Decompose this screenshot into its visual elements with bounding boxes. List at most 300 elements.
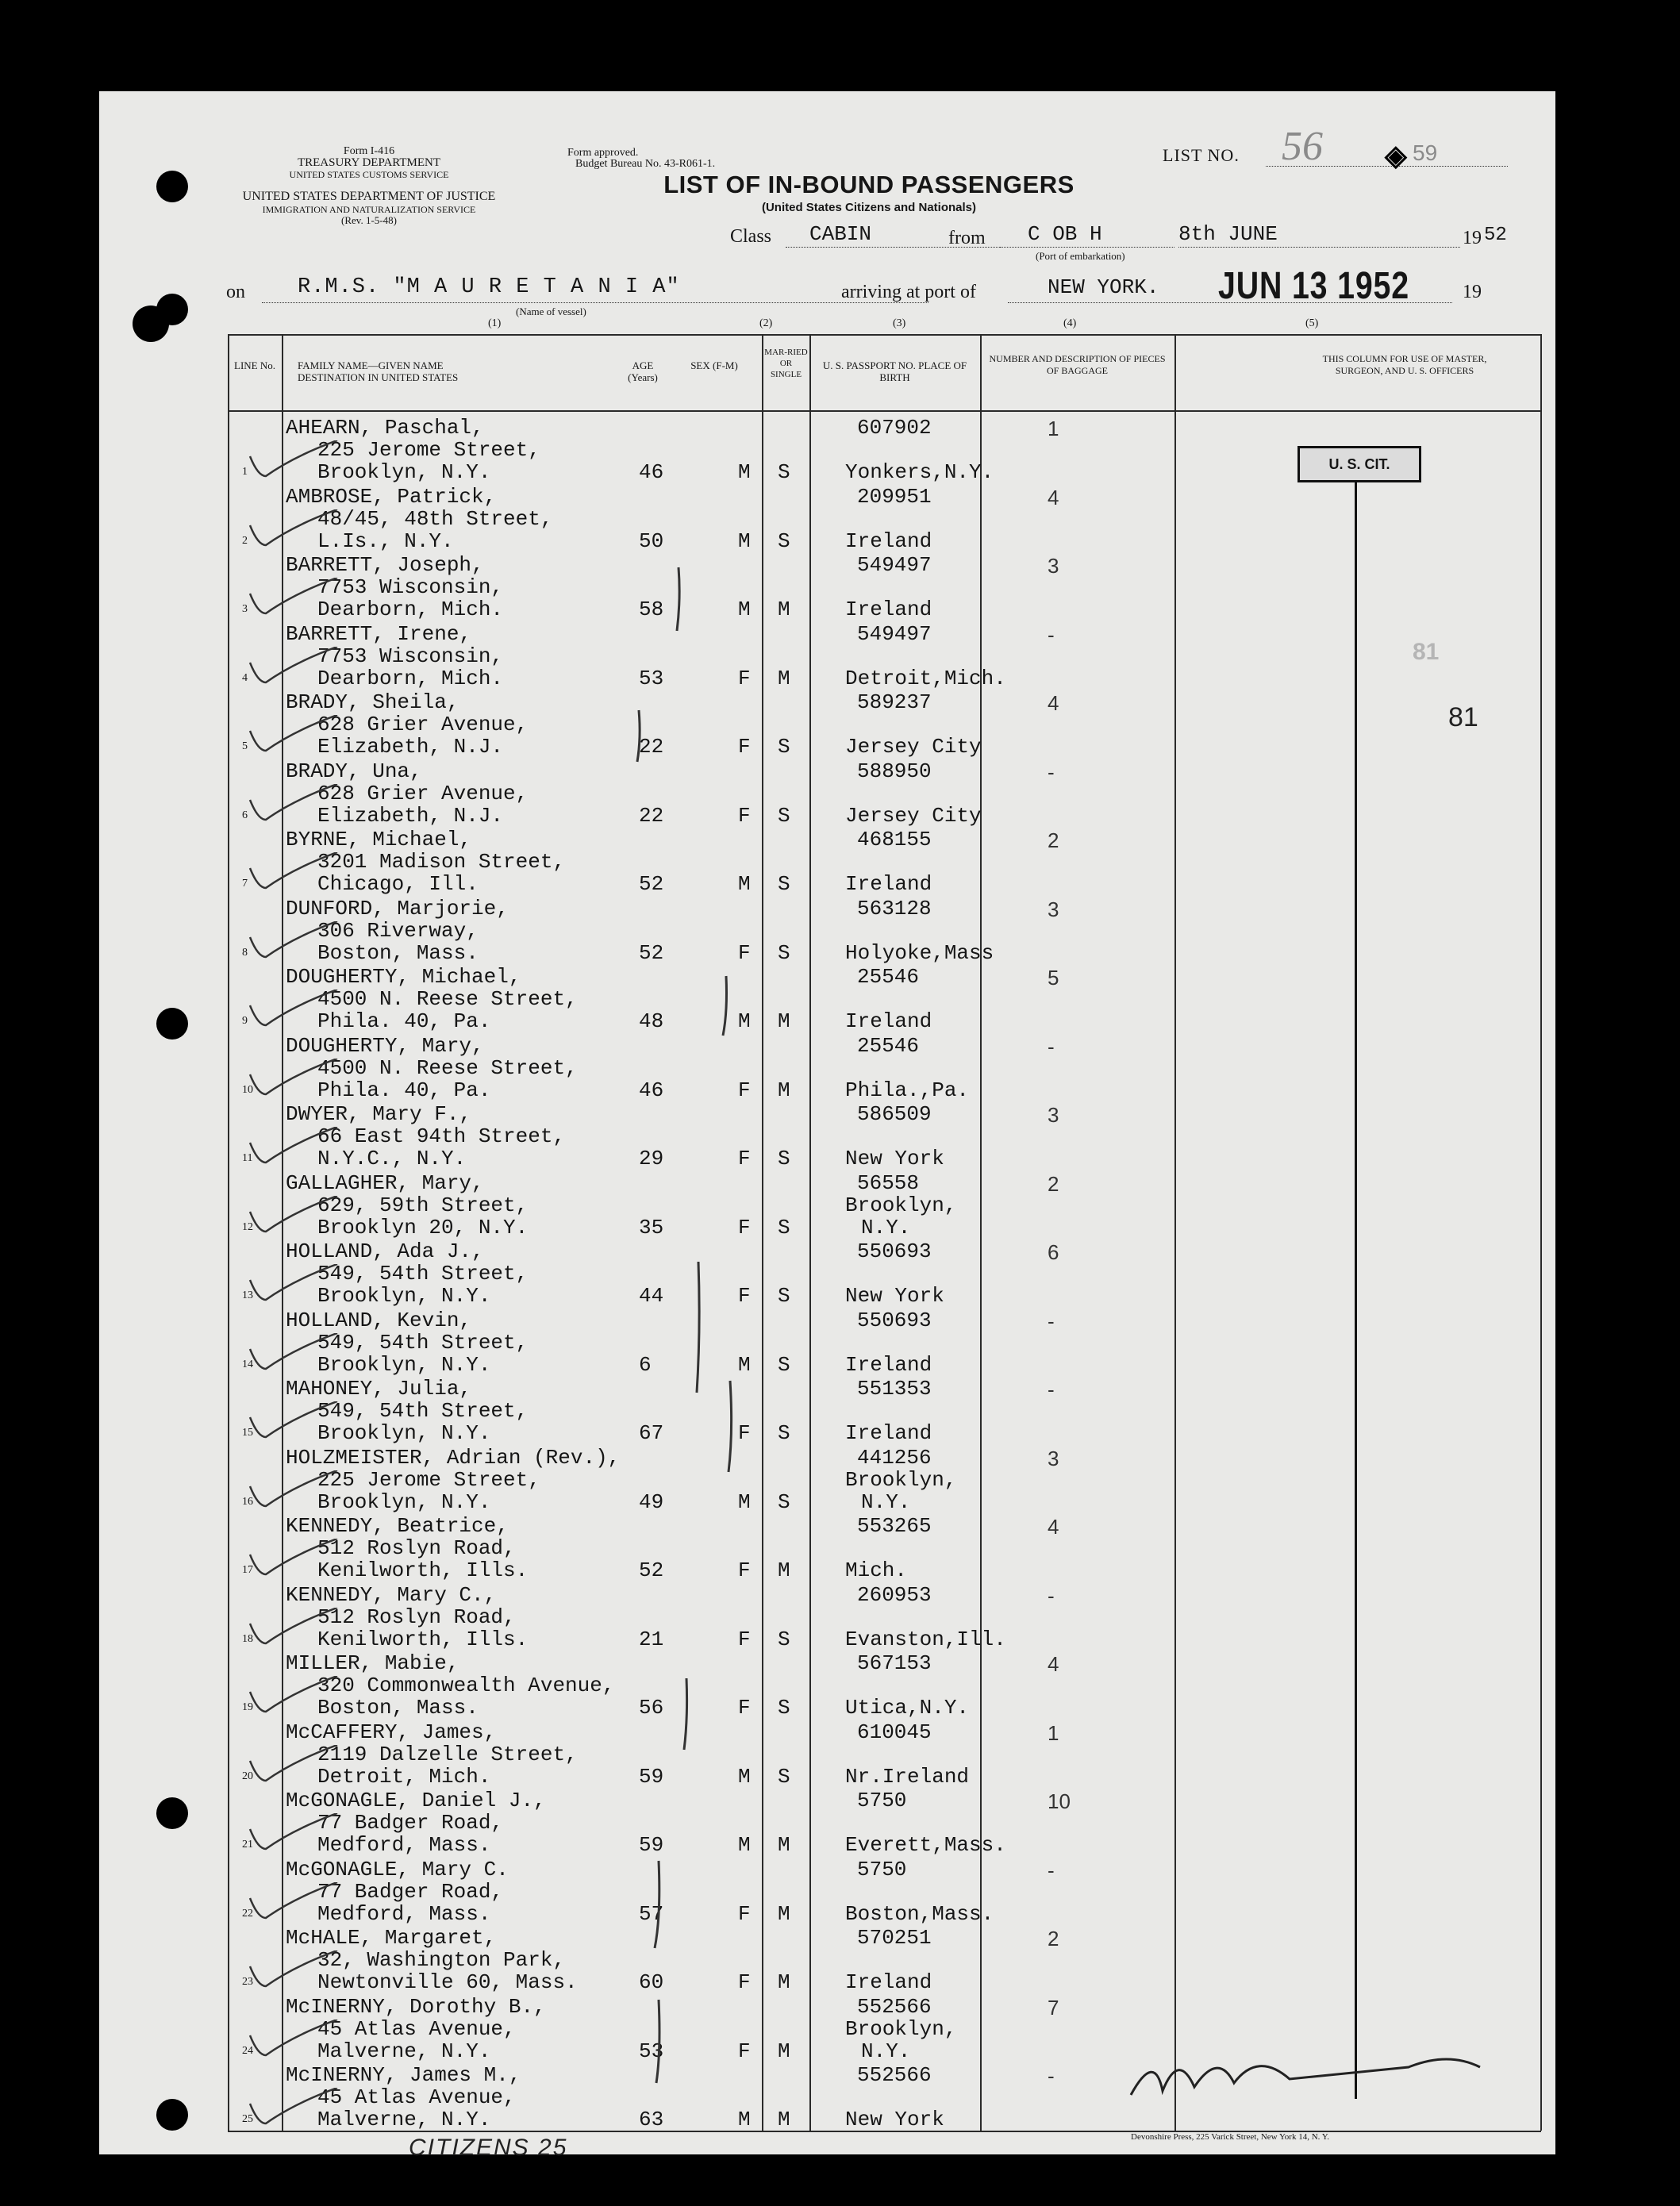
handwritten-marks [99, 91, 1555, 2154]
line-number: 17 [242, 1564, 253, 1576]
document-title: LIST OF IN-BOUND PASSENGERS [663, 171, 1075, 198]
document-subtitle: (United States Citizens and Nationals) [761, 201, 977, 214]
destination-street: 549, 54th Street, [317, 1399, 529, 1423]
passenger-sex: F [738, 666, 751, 690]
passenger-name: McINERNY, Dorothy B., [286, 1994, 546, 2019]
birth-place: Phila.,Pa. [845, 1078, 970, 1102]
marital-status: S [778, 735, 790, 759]
line-number: 20 [242, 1770, 253, 1782]
destination-city: Medford, Mass. [317, 1901, 491, 1926]
passport-number: 441256 [857, 1445, 932, 1470]
destination-street: 7753 Wisconsin, [317, 575, 504, 599]
destination-street: 628 Grier Avenue, [317, 713, 529, 736]
passenger-name: DOUGHERTY, Mary, [286, 1033, 484, 1058]
birth-place-2: N.Y. [861, 2039, 911, 2063]
passenger-sex: M [738, 598, 751, 621]
budget-bureau: Budget Bureau No. 43-R061-1. [575, 158, 716, 170]
signature [1131, 2059, 1480, 2095]
col1-number: (1) [488, 317, 502, 329]
destination-city: Malverne, N.Y. [317, 2039, 491, 2063]
line-number: 3 [242, 603, 248, 615]
passenger-name: GALLAGHER, Mary, [286, 1170, 484, 1195]
passenger-age: 67 [639, 1421, 664, 1445]
destination-street: 512 Roslyn Road, [317, 1605, 516, 1629]
marital-status: S [778, 460, 790, 484]
passenger-age: 44 [639, 1284, 664, 1308]
line-number: 13 [242, 1289, 253, 1301]
from-value: C OB H [1028, 222, 1102, 246]
passenger-sex: F [738, 1558, 751, 1582]
passenger-sex: M [738, 528, 751, 553]
baggage-count: 7 [1048, 1995, 1059, 2020]
customs-service: UNITED STATES CUSTOMS SERVICE [289, 169, 449, 180]
passenger-age: 58 [639, 598, 664, 621]
passenger-age: 29 [639, 1147, 664, 1170]
baggage-count: - [1048, 2064, 1055, 2088]
passport-number: 570251 [857, 1926, 932, 1950]
ins-service: IMMIGRATION AND NATURALIZATION SERVICE [262, 204, 476, 215]
passenger-name: BRADY, Sheila, [286, 690, 459, 714]
year2-prefix: 19 [1463, 282, 1482, 302]
passenger-sex: F [738, 1696, 751, 1720]
passport-number: 552566 [857, 1994, 932, 2019]
passport-number: 468155 [857, 828, 932, 851]
us-cit-stamp: U. S. CIT. [1297, 446, 1421, 482]
destination-city: Malverne, N.Y. [317, 2108, 491, 2131]
baggage-count: 4 [1048, 691, 1059, 715]
baggage-count: - [1048, 1583, 1055, 1608]
birth-place: Ireland [845, 1970, 932, 1994]
destination-street: 7753 Wisconsin, [317, 644, 504, 668]
destination-street: 32, Washington Park, [317, 1948, 566, 1972]
passenger-name: AMBROSE, Patrick, [286, 484, 497, 509]
header-married: MAR-RIED OR SINGLE [764, 348, 808, 379]
col2-number: (2) [759, 317, 773, 329]
line-number: 6 [242, 809, 248, 821]
passenger-age: 52 [639, 940, 664, 965]
birth-place: Nr.Ireland [845, 1764, 970, 1789]
list-no-label: LIST NO. [1163, 145, 1240, 165]
destination-city: Brooklyn, N.Y. [317, 1284, 491, 1308]
passenger-age: 59 [639, 1833, 664, 1857]
line-number: 25 [242, 2113, 253, 2125]
destination-street: 628 Grier Avenue, [317, 781, 529, 805]
passport-number: 260953 [857, 1582, 932, 1607]
passenger-age: 63 [639, 2108, 664, 2131]
revision-date: (Rev. 1-5-48) [341, 214, 397, 226]
passenger-sex: M [738, 1009, 751, 1033]
header-officers: THIS COLUMN FOR USE OF MASTER, SURGEON, AND U. S. OFFICERS [1322, 353, 1487, 376]
passport-number: 25546 [857, 965, 920, 989]
departure-date: 8th JUNE [1178, 222, 1278, 246]
birth-place: Brooklyn, [845, 1467, 957, 1492]
destination-city: Brooklyn, N.Y. [317, 1489, 491, 1514]
passenger-age: 46 [639, 460, 664, 484]
marital-status: M [778, 1558, 790, 1582]
baggage-count: 4 [1048, 485, 1059, 509]
birth-place-2: N.Y. [861, 1215, 911, 1239]
passport-number: 610045 [857, 1720, 932, 1744]
marital-status: M [778, 598, 790, 621]
birth-place: Brooklyn, [845, 2016, 957, 2041]
passenger-sex: F [738, 1284, 751, 1308]
marital-status: S [778, 1147, 790, 1170]
marital-status: M [778, 1970, 790, 1994]
passenger-sex: M [738, 872, 751, 896]
line-number: 18 [242, 1632, 253, 1645]
treasury-dept: TREASURY DEPARTMENT [297, 156, 441, 169]
blot-icon: ◈ [1385, 139, 1407, 171]
birth-place: Ireland [845, 872, 932, 896]
passenger-name: BYRNE, Michael, [286, 828, 472, 851]
list-no-extra: 59 [1413, 140, 1438, 165]
passenger-age: 48 [639, 1009, 664, 1033]
destination-city: Brooklyn 20, N.Y. [317, 1215, 529, 1239]
vessel-name: R.M.S. "M A U R E T A N I A" [298, 275, 680, 299]
passenger-sex: F [738, 940, 751, 965]
destination-street: 45 Atlas Avenue, [317, 2016, 516, 2041]
passenger-age: 35 [639, 1215, 664, 1239]
baggage-count: 3 [1048, 897, 1059, 921]
destination-street: 3201 Madison Street, [317, 850, 566, 874]
passport-number: 209951 [857, 484, 932, 509]
year-prefix: 19 [1463, 228, 1482, 248]
col4-number: (4) [1063, 317, 1077, 329]
passenger-name: HOLLAND, Ada J., [286, 1239, 484, 1263]
on-label: on [226, 282, 245, 302]
marital-status: S [778, 1215, 790, 1239]
passenger-age: 57 [639, 1901, 664, 1926]
destination-city: Chicago, Ill. [317, 872, 479, 896]
passenger-name: McCAFFERY, James, [286, 1720, 497, 1744]
baggage-count: - [1048, 1034, 1055, 1059]
passenger-sex: F [738, 1215, 751, 1239]
passenger-name: MILLER, Mabie, [286, 1651, 459, 1675]
destination-street: 2119 Dalzelle Street, [317, 1742, 578, 1766]
baggage-count: 3 [1048, 1446, 1059, 1470]
passenger-sex: M [738, 1489, 751, 1514]
passenger-age: 49 [639, 1489, 664, 1514]
destination-city: Brooklyn, N.Y. [317, 1352, 491, 1377]
passenger-sex: M [738, 460, 751, 484]
passenger-sex: M [738, 2108, 751, 2131]
birth-place: Mich. [845, 1558, 908, 1582]
line-number: 14 [242, 1358, 253, 1370]
baggage-count: - [1048, 1309, 1055, 1333]
destination-city: N.Y.C., N.Y. [317, 1147, 467, 1170]
destination-city: Phila. 40, Pa. [317, 1009, 491, 1033]
passport-number: 550693 [857, 1308, 932, 1332]
passport-number: 552566 [857, 2063, 932, 2087]
baggage-count: 4 [1048, 1652, 1059, 1676]
passport-number: 553265 [857, 1514, 932, 1538]
line-number: 22 [242, 1907, 253, 1920]
passenger-age: 6 [639, 1352, 652, 1377]
line-number: 12 [242, 1220, 253, 1233]
passenger-sex: M [738, 1352, 751, 1377]
line-number: 19 [242, 1701, 253, 1713]
passenger-name: McHALE, Margaret, [286, 1926, 497, 1950]
destination-city: Medford, Mass. [317, 1833, 491, 1857]
marital-status: S [778, 1421, 790, 1445]
passenger-sex: F [738, 1901, 751, 1926]
justice-dept: UNITED STATES DEPARTMENT OF JUSTICE [242, 190, 496, 203]
passenger-age: 53 [639, 2039, 664, 2063]
line-number: 1 [242, 466, 248, 478]
line-number: 16 [242, 1495, 253, 1508]
passport-number: 551353 [857, 1377, 932, 1401]
line-number: 21 [242, 1839, 253, 1851]
arrival-date-stamp: JUN 13 1952 [1218, 265, 1409, 307]
birth-place: Ireland [845, 1421, 932, 1445]
birth-place: New York [845, 1284, 944, 1308]
passenger-sex: F [738, 803, 751, 828]
passenger-name: HOLLAND, Kevin, [286, 1308, 472, 1332]
destination-city: Newtonville 60, Mass. [317, 1970, 578, 1994]
form-number: Form I-416 [343, 145, 395, 157]
destination-city: Elizabeth, N.J. [317, 735, 504, 759]
marital-status: S [778, 1696, 790, 1720]
printer-credit: Devonshire Press, 225 Varick Street, New York 14, N. Y. [1131, 2132, 1330, 2142]
header-name: FAMILY NAME—GIVEN NAME DESTINATION IN UNITED STATES [298, 359, 459, 383]
class-label: Class [730, 226, 772, 247]
destination-street: 320 Commonwealth Avenue, [317, 1674, 615, 1697]
birth-place: Yonkers,N.Y. [845, 460, 994, 484]
marital-status: M [778, 1901, 790, 1926]
marital-status: M [778, 2108, 790, 2131]
passport-number: 549497 [857, 621, 932, 646]
marital-status: M [778, 1833, 790, 1857]
destination-city: L.Is., N.Y. [317, 528, 454, 553]
line-number: 24 [242, 2044, 253, 2057]
birth-place: Evanston,Ill. [845, 1627, 1006, 1651]
passenger-sex: F [738, 2039, 751, 2063]
passenger-age: 46 [639, 1078, 664, 1102]
line-number: 4 [242, 671, 248, 684]
vessel-caption: (Name of vessel) [516, 306, 586, 317]
marital-status: S [778, 1489, 790, 1514]
list-no-value: 56 [1282, 124, 1323, 169]
birth-place: Ireland [845, 1009, 932, 1033]
from-label: from [948, 228, 986, 248]
destination-city: Dearborn, Mich. [317, 598, 504, 621]
margin-number: 81 [1448, 702, 1478, 732]
passenger-sex: F [738, 1970, 751, 1994]
line-number: 11 [242, 1152, 253, 1164]
passenger-age: 60 [639, 1970, 664, 1994]
passenger-age: 52 [639, 1558, 664, 1582]
line-number: 23 [242, 1976, 253, 1988]
arriving-label: arriving at port of [841, 282, 976, 302]
baggage-count: - [1048, 1378, 1055, 1401]
line-number: 15 [242, 1427, 253, 1439]
destination-street: 4500 N. Reese Street, [317, 987, 578, 1011]
passenger-sex: M [738, 1764, 751, 1789]
birth-place: Ireland [845, 1352, 932, 1377]
baggage-count: - [1048, 759, 1055, 784]
passport-number: 549497 [857, 553, 932, 577]
birth-place: Ireland [845, 598, 932, 621]
baggage-count: 6 [1048, 1240, 1059, 1264]
baggage-count: 1 [1048, 1720, 1059, 1745]
baggage-count: 1 [1048, 417, 1059, 440]
marital-status: S [778, 940, 790, 965]
baggage-count: - [1048, 622, 1055, 647]
destination-street: 629, 59th Street, [317, 1193, 529, 1217]
passenger-name: DUNFORD, Marjorie, [286, 896, 509, 920]
passenger-name: BRADY, Una, [286, 759, 422, 783]
birth-place: New York [845, 2108, 944, 2131]
citizens-note: CITIZENS 25 [409, 2135, 568, 2161]
birth-place: Brooklyn, [845, 1193, 957, 1217]
passenger-age: 53 [639, 666, 664, 690]
destination-city: Dearborn, Mich. [317, 666, 504, 690]
marital-status: M [778, 1078, 790, 1102]
col3-number: (3) [893, 317, 906, 329]
line-number: 5 [242, 740, 248, 752]
passport-number: 607902 [857, 416, 932, 440]
line-number: 2 [242, 534, 248, 547]
destination-city: Kenilworth, Ills. [317, 1558, 529, 1582]
passenger-name: KENNEDY, Mary C., [286, 1582, 497, 1607]
passport-number: 5750 [857, 1857, 907, 1881]
passenger-sex: M [738, 1833, 751, 1857]
passenger-name: BARRETT, Joseph, [286, 553, 484, 577]
birth-place-2: N.Y. [861, 1489, 911, 1514]
passenger-name: HOLZMEISTER, Adrian (Rev.), [286, 1445, 621, 1470]
passport-number: 550693 [857, 1239, 932, 1263]
header-baggage: NUMBER AND DESCRIPTION OF PIECES OF BAGGAGE [989, 353, 1166, 376]
birth-place: New York [845, 1147, 944, 1170]
birth-place: Utica,N.Y. [845, 1696, 970, 1720]
passenger-sex: F [738, 1627, 751, 1651]
marital-status: M [778, 2039, 790, 2063]
destination-city: Phila. 40, Pa. [317, 1078, 491, 1102]
header-sex: SEX (F-M) [690, 359, 738, 371]
baggage-count: 3 [1048, 554, 1059, 578]
arrival-port: NEW YORK. [1048, 275, 1159, 299]
destination-street: 512 Roslyn Road, [317, 1536, 516, 1560]
passenger-name: McGONAGLE, Mary C. [286, 1857, 509, 1881]
destination-street: 549, 54th Street, [317, 1330, 529, 1355]
line-number: 7 [242, 878, 248, 890]
passenger-age: 50 [639, 528, 664, 553]
baggage-count: 2 [1048, 1927, 1059, 1950]
destination-city: Elizabeth, N.J. [317, 803, 504, 828]
baggage-count: - [1048, 1858, 1055, 1882]
passport-number: 588950 [857, 759, 932, 783]
faint-margin-number: 81 [1413, 639, 1440, 665]
baggage-count: 2 [1048, 828, 1059, 852]
passenger-name: DOUGHERTY, Michael, [286, 965, 521, 989]
header-line-no: LINE No. [234, 359, 275, 371]
destination-street: 225 Jerome Street, [317, 438, 540, 462]
destination-city: Brooklyn, N.Y. [317, 1421, 491, 1445]
port-embark-caption: (Port of embarkation) [1036, 250, 1125, 262]
passenger-name: McINERNY, James M., [286, 2063, 521, 2087]
marital-status: S [778, 1284, 790, 1308]
birth-place: Everett,Mass. [845, 1833, 1006, 1857]
passenger-sex: F [738, 1078, 751, 1102]
passenger-age: 22 [639, 735, 664, 759]
destination-city: Detroit, Mich. [317, 1764, 491, 1789]
passport-number: 586509 [857, 1102, 932, 1126]
destination-street: 66 East 94th Street, [317, 1124, 566, 1148]
destination-city: Kenilworth, Ills. [317, 1627, 529, 1651]
destination-street: 306 Riverway, [317, 918, 479, 943]
marital-status: S [778, 1352, 790, 1377]
marital-status: M [778, 666, 790, 690]
destination-street: 549, 54th Street, [317, 1262, 529, 1286]
year-suffix: 52 [1484, 225, 1507, 246]
passenger-sex: F [738, 1147, 751, 1170]
marital-status: S [778, 1764, 790, 1789]
form-approved: Form approved. [567, 147, 639, 159]
birth-place: Holyoke,Mass [845, 940, 994, 965]
passport-number: 589237 [857, 690, 932, 714]
passport-number: 25546 [857, 1033, 920, 1058]
col5-number: (5) [1305, 317, 1319, 329]
destination-street: 77 Badger Road, [317, 1879, 504, 1904]
destination-street: 225 Jerome Street, [317, 1467, 540, 1492]
birth-place: Boston,Mass. [845, 1901, 994, 1926]
baggage-count: 3 [1048, 1103, 1059, 1127]
passenger-age: 22 [639, 803, 664, 828]
marital-status: S [778, 528, 790, 553]
class-value: CABIN [809, 222, 872, 246]
passport-number: 567153 [857, 1651, 932, 1675]
marital-status: S [778, 1627, 790, 1651]
passenger-name: AHEARN, Paschal, [286, 416, 484, 440]
document-sheet [99, 91, 1555, 2161]
marital-status: M [778, 1009, 790, 1033]
passport-number: 5750 [857, 1789, 907, 1812]
marital-status: S [778, 872, 790, 896]
line-number: 9 [242, 1015, 248, 1027]
destination-street: 48/45, 48th Street, [317, 506, 553, 531]
birth-place: Jersey City [845, 735, 982, 759]
baggage-count: 4 [1048, 1515, 1059, 1539]
passenger-name: DWYER, Mary F., [286, 1102, 472, 1126]
header-age: AGE (Years) [628, 359, 658, 383]
passenger-age: 56 [639, 1696, 664, 1720]
destination-city: Brooklyn, N.Y. [317, 460, 491, 484]
birth-place: Ireland [845, 528, 932, 553]
passport-number: 563128 [857, 896, 932, 920]
destination-city: Boston, Mass. [317, 1696, 479, 1720]
passenger-name: KENNEDY, Beatrice, [286, 1514, 509, 1538]
marital-status: S [778, 803, 790, 828]
destination-city: Boston, Mass. [317, 940, 479, 965]
passenger-sex: F [738, 735, 751, 759]
header-passport: U. S. PASSPORT NO. PLACE OF BIRTH [822, 359, 967, 383]
passenger-sex: F [738, 1421, 751, 1445]
passenger-name: MAHONEY, Julia, [286, 1377, 472, 1401]
passenger-age: 21 [639, 1627, 664, 1651]
destination-street: 45 Atlas Avenue, [317, 2085, 516, 2109]
passenger-age: 52 [639, 872, 664, 896]
baggage-count: 2 [1048, 1171, 1059, 1196]
passenger-name: BARRETT, Irene, [286, 621, 472, 646]
baggage-count: 5 [1048, 966, 1059, 990]
passenger-name: McGONAGLE, Daniel J., [286, 1789, 546, 1812]
birth-place: Jersey City [845, 803, 982, 828]
destination-street: 4500 N. Reese Street, [317, 1055, 578, 1080]
destination-street: 77 Badger Road, [317, 1811, 504, 1835]
passport-number: 56558 [857, 1170, 920, 1195]
line-number: 8 [242, 946, 248, 959]
passenger-age: 59 [639, 1764, 664, 1789]
